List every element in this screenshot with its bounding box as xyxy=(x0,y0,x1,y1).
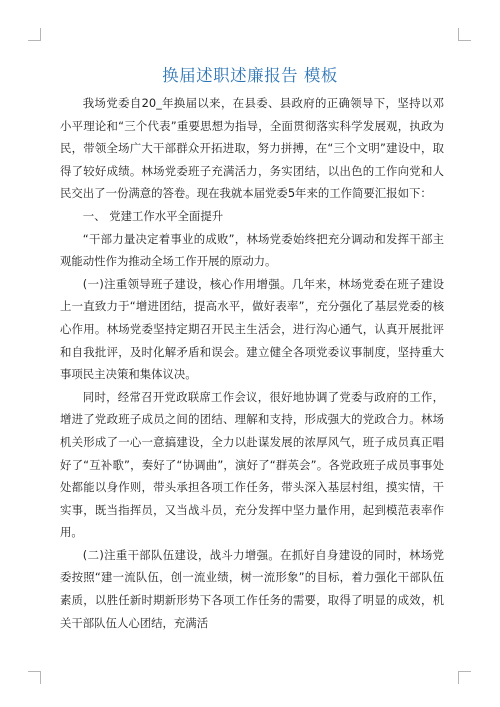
crop-mark-bottom-right xyxy=(458,671,471,684)
paragraph-intro: 我场党委自20_年换届以来，在县委、县政府的正确领导下，坚持以邓小平理论和“三个代表”重要思想为指导，全面贯彻落实科学发展观，执政为民，带领全场广大干部群众开拓进取，努力拼搏，在“三个文明”建设中，取得了较好成绩。林场党委班子充满活力，务实团结，以出色的工作向党和人民交出了一份满意的答卷。现在我就本届党委5年来的工作简要汇报如下： xyxy=(60,96,444,201)
crop-mark-top-right xyxy=(458,28,471,41)
crop-mark-top-left xyxy=(28,28,41,41)
section-heading: 一、 党建工作水平全面提升 xyxy=(82,208,224,223)
paragraph: (二)注重干部队伍建设，战斗力增强。在抓好自身建设的同时，林场党委按照“建一流队伍，创一流业绩，树一流形象”的目标，着力强化干部队伍素质，以胜任新时期新形势下各项工作任务的需要，取得了明显的成效，机关干部队伍人心团结，充满活 xyxy=(60,547,444,630)
paragraph: “干部力量决定着事业的成败”，林场党委始终把充分调动和发挥干部主观能动性作为推动全场工作开展的原动力。 xyxy=(60,231,444,269)
crop-mark-bottom-left xyxy=(28,671,41,684)
paragraph: 同时，经常召开党政联席工作会议，很好地协调了党委与政府的工作，增进了党政班子成员之间的团结、理解和支持，形成强大的党政合力。林场机关形成了一心一意搞建设，全力以赴谋发展的浓厚风气，班子成员真正唱好了“互补歌”，奏好了“协调曲”，演好了“群英会”。各党政班子成员事事处处都能以身作则，带头承担各项工作任务，带头深入基层村组，摸实情，干实事，既当指挥员，又当战斗员，充分发挥中坚力量作用，起到模范表率作用。 xyxy=(60,389,444,540)
paragraph: (一)注重领导班子建设，核心作用增强。几年来，林场党委在班子建设上一直致力于“增进团结，提高水平，做好表率”，充分强化了基层党委的核心作用。林场党委坚持定期召开民主生活会，进行沟心通气，认真开展批评和自我批评，及时化解矛盾和误会。建立健全各项党委议事制度，坚持重大事项民主决策和集体议决。 xyxy=(60,276,444,382)
document-body xyxy=(60,92,444,634)
document-title: 换届述职述廉报告 模板 xyxy=(162,66,338,85)
